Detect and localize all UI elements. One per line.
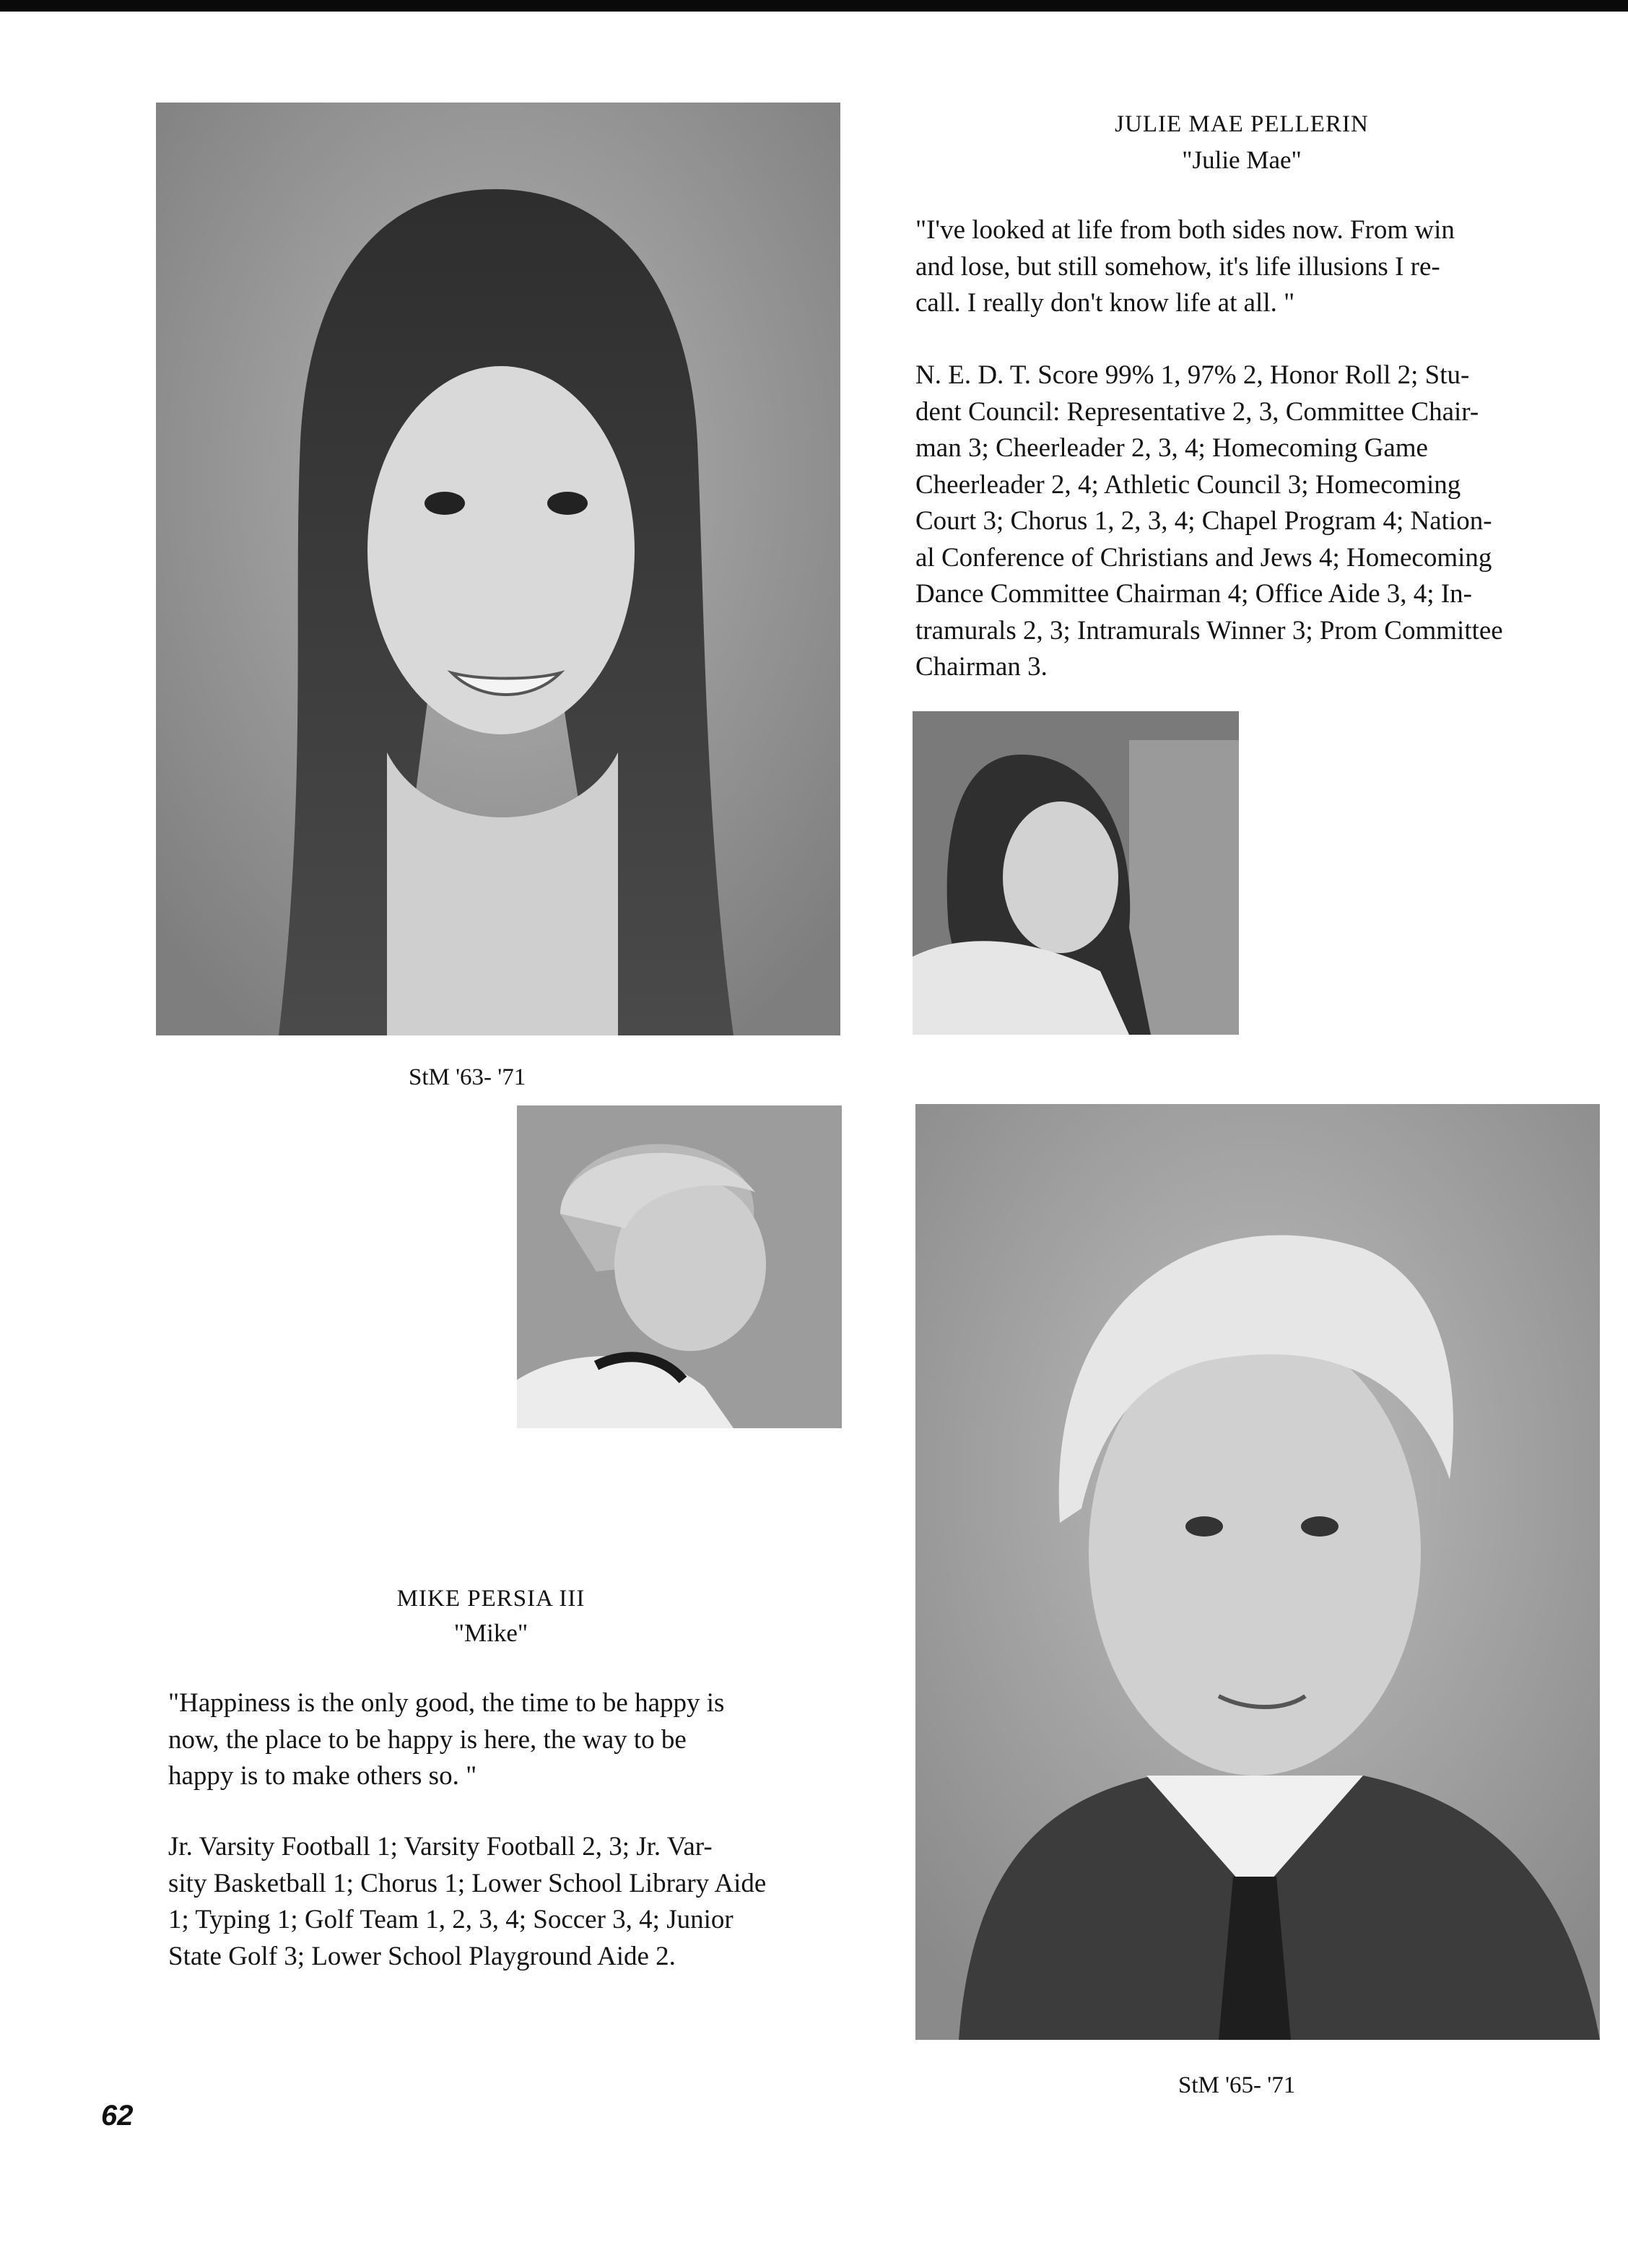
student-nickname-mike: "Mike" xyxy=(453,1619,528,1647)
student-name-mike: MIKE PERSIA III xyxy=(396,1586,586,1612)
quote-julie xyxy=(915,212,1609,322)
activities-line: dent Council: Representative 2, 3, Committee Chair- xyxy=(915,396,1479,427)
candid-photo-julie xyxy=(913,711,1239,1035)
student-name-julie: JULIE MAE PELLERIN xyxy=(1115,111,1369,137)
page-top-border xyxy=(0,0,1628,12)
activities-line: Chairman 3. xyxy=(915,652,1048,682)
activities-line: Dance Committee Chairman 4; Office Aide 3, 4; In- xyxy=(915,579,1472,609)
quote-line: now, the place to be happy is here, the way to be xyxy=(168,1724,687,1755)
quote-mike xyxy=(168,1685,861,1795)
quote-line: and lose, but still somehow, it's life illusions I re- xyxy=(915,251,1440,282)
years-caption-julie: StM '63- '71 xyxy=(409,1064,526,1090)
student-nickname-julie: "Julie Mae" xyxy=(1182,146,1302,174)
activities-line: Cheerleader 2, 4; Athletic Council 3; Homecoming xyxy=(915,469,1461,500)
page-number: 62 xyxy=(101,2100,134,2132)
candid-photo-mike xyxy=(517,1105,842,1428)
quote-line: "I've looked at life from both sides now. From win xyxy=(915,215,1455,245)
activities-line: tramurals 2, 3; Intramurals Winner 3; Prom Committee xyxy=(915,615,1503,646)
activities-julie xyxy=(915,357,1609,686)
quote-line: call. I really don't know life at all. " xyxy=(915,288,1295,318)
portrait-photo-julie xyxy=(156,103,840,1035)
activities-line: Court 3; Chorus 1, 2, 3, 4; Chapel Program 4; Nation- xyxy=(915,506,1492,536)
activities-line: al Conference of Christians and Jews 4; Homecoming xyxy=(915,542,1492,573)
activities-mike xyxy=(168,1829,861,1975)
quote-line: happy is to make others so. " xyxy=(168,1761,477,1791)
activities-line: man 3; Cheerleader 2, 3, 4; Homecoming Game xyxy=(915,433,1428,463)
years-caption-mike: StM '65- '71 xyxy=(1178,2072,1296,2098)
activities-line: 1; Typing 1; Golf Team 1, 2, 3, 4; Soccer 3, 4; Junior xyxy=(168,1905,734,1934)
quote-line: "Happiness is the only good, the time to be happy is xyxy=(168,1688,725,1718)
activities-line: Jr. Varsity Football 1; Varsity Football 2, 3; Jr. Var- xyxy=(168,1832,713,1861)
activities-line: N. E. D. T. Score 99% 1, 97% 2, Honor Roll 2; Stu- xyxy=(915,360,1470,390)
activities-line: sity Basketball 1; Chorus 1; Lower School Library Aide xyxy=(168,1868,767,1898)
portrait-photo-mike xyxy=(915,1104,1600,2040)
activities-line: State Golf 3; Lower School Playground Aide 2. xyxy=(168,1941,676,1971)
